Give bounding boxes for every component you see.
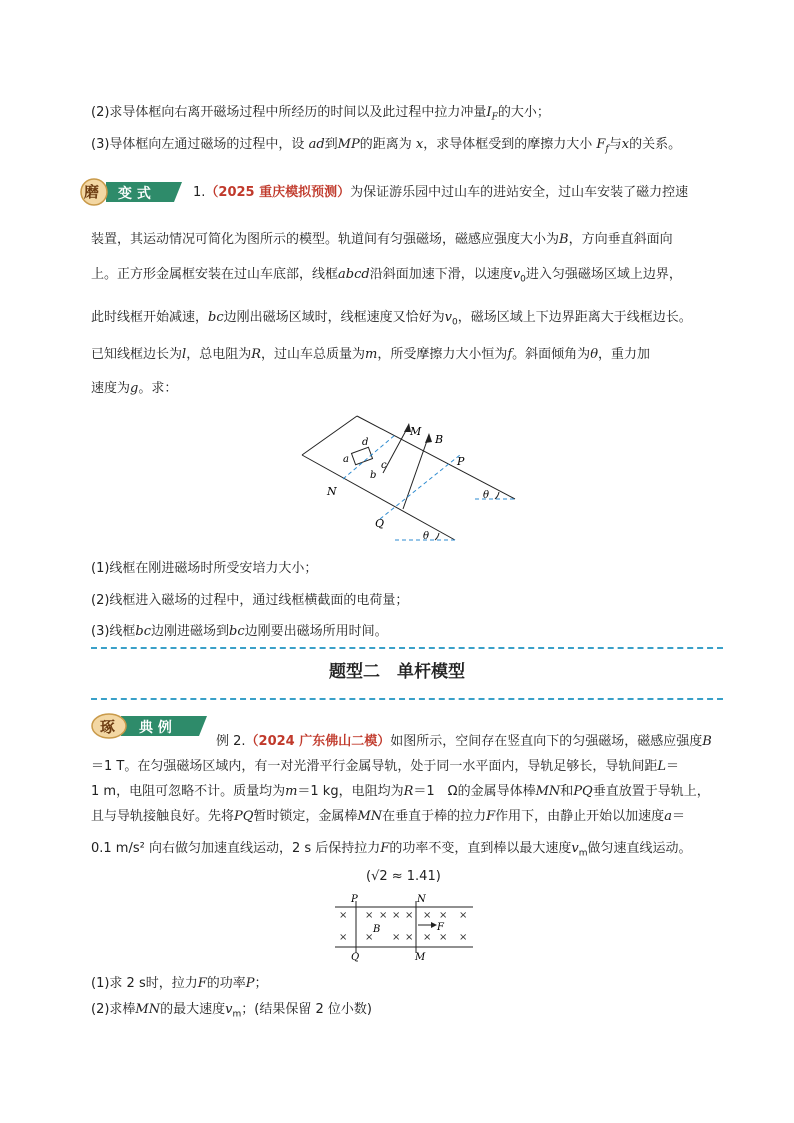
q3-fsub: f [605, 144, 609, 155]
example-badge-label: 典 例 [139, 720, 172, 736]
variant-text-6: 速度为 [91, 381, 131, 396]
variant-line-5 [91, 346, 650, 364]
frame-abcd: abcd [338, 267, 370, 282]
ex-l3e: 垂直放置于导轨上， [592, 784, 710, 799]
t5a: ，总电阻为 [186, 347, 252, 362]
field-cross: × [405, 932, 414, 943]
field-cross: × [379, 910, 388, 921]
variant-line-1 [193, 184, 688, 202]
section-title: 题型二 单杆模型 [329, 662, 465, 682]
ex-vm: v [571, 841, 579, 856]
variant-text-4-tail: ，磁场区域上下边界距离大于线框边长。 [457, 310, 692, 325]
q2-tail: 的大小； [497, 105, 550, 120]
fq2-v: v [225, 1002, 233, 1017]
edge-bc: bc [208, 310, 224, 325]
v0-symbol: v [512, 267, 521, 282]
field-cross: × [365, 910, 374, 921]
variant-badge-label: 变 式 [118, 186, 151, 202]
ex-l3d: 和 [560, 784, 574, 799]
side-l: l [182, 347, 187, 362]
variant-text-2-tail: ，方向垂直斜面向 [568, 232, 673, 247]
question-2-line [91, 104, 550, 127]
field-cross: × [392, 910, 401, 921]
fq1c: ； [254, 976, 268, 991]
rail-label-Q: Q [351, 952, 360, 963]
variant-text-5: 已知线框边长为 [91, 347, 183, 362]
ex-l4a: 且与导轨接触良好。先将 [91, 809, 235, 824]
ex-accel: a [664, 809, 672, 824]
field-cross: × [392, 932, 401, 943]
subq3-b: 边刚进磁场到 [151, 624, 230, 639]
ex-l2: ＝1 T。在匀强磁场区域内，有一对光滑平行金属导轨，处于同一水平面内，导轨足够长，导轨间距 [91, 759, 658, 774]
q3-b: 到 [324, 137, 338, 152]
impulse-symbol: I [486, 105, 492, 120]
ex-R: R [403, 784, 414, 799]
ex-PQ-2: PQ [234, 809, 254, 824]
example-line-1 [216, 733, 712, 751]
final-q2 [91, 1001, 372, 1024]
variant-text-3-mid: 沿斜面加速下滑，以速度 [369, 267, 513, 282]
ex-l5a: 0.1 m/s² 向右做匀加速直线运动，2 s 后保持拉力 [91, 841, 381, 856]
ex-l5b: 的功率不变，直到棒以最大速度 [389, 841, 572, 856]
field-cross: × [339, 932, 348, 943]
field-cross: × [423, 910, 432, 921]
q3-a: (3)导体框向左通过磁场的过程中，设 [91, 137, 305, 152]
subq3-c: 边刚要出磁场所用时间。 [244, 624, 388, 639]
label-b: b [370, 470, 377, 481]
impulse-subscript: F [491, 112, 498, 123]
fq1b: 的功率 [206, 976, 246, 991]
v0-symbol-2: v [444, 310, 452, 325]
variant-badge [78, 178, 188, 204]
label-d: d [362, 437, 369, 448]
ex-m: m [285, 784, 298, 799]
ex-L: L [657, 759, 666, 774]
q3-x2: x [621, 137, 630, 152]
variant-line-6 [91, 380, 177, 398]
q3-c: 的距离为 [359, 137, 412, 152]
fq1-F: F [197, 976, 207, 991]
rail-label-F: F [437, 922, 444, 933]
example-hint: (√2 ≈ 1.41) [366, 869, 441, 884]
subq-2: (2)线框进入磁场的过程中，通过线框横截面的电荷量； [91, 593, 409, 608]
resistance-R: R [251, 347, 261, 362]
variant-source: （2025 重庆模拟预测） [205, 185, 351, 200]
t6-tail: 。求： [138, 381, 178, 396]
ex-l3c: ＝1 Ω的金属导体棒 [413, 784, 536, 799]
friction-f: f [507, 347, 513, 362]
angle-theta: θ [590, 347, 599, 362]
variant-text-4: 此时线框开始减速， [91, 310, 209, 325]
label-theta-1: θ [483, 490, 490, 501]
ex-l5c: 做匀速直线运动。 [587, 841, 692, 856]
label-Q: Q [375, 517, 385, 530]
field-cross: × [459, 932, 468, 943]
mass-m: m [365, 347, 378, 362]
ex-num: 例 2. [216, 734, 246, 749]
variant-line-3 [91, 266, 682, 289]
ex-l1b: 如图所示，空间存在竖直向下的匀强磁场，磁感应强度 [390, 734, 703, 749]
q3-ad: ad [308, 137, 325, 152]
variant-text-3: 上。正方形金属框安装在过山车底部，线框 [91, 267, 339, 282]
fq1a: (1)求 2 s时，拉力 [91, 976, 198, 991]
q3-e: 与 [608, 137, 622, 152]
subq3-bc2: bc [229, 624, 245, 639]
ex-PQ: PQ [573, 784, 593, 799]
subq3-bc: bc [135, 624, 152, 639]
final-q1 [91, 975, 268, 993]
subq3-a: (3)线框 [91, 624, 136, 639]
example-badge [91, 712, 211, 738]
v0-sub: 0 [520, 274, 526, 285]
label-N: N [327, 485, 337, 498]
ex-source: （2024 广东佛山二模） [245, 734, 391, 749]
question-3-line [91, 136, 681, 159]
section-divider-top [91, 647, 723, 649]
ex-vm-sub: m [578, 848, 588, 859]
q3-mp: MP [337, 137, 360, 152]
ex-l3b: ＝1 kg，电阻均为 [297, 784, 404, 799]
fq2-MN: MN [135, 1002, 161, 1017]
example-line-2 [91, 758, 679, 776]
ex-l3a: 1 m，电阻可忽略不计。质量均为 [91, 784, 286, 799]
fq2-vsub: m [232, 1009, 242, 1020]
rail-label-B: B [373, 924, 381, 935]
rail-label-P: P [351, 894, 358, 905]
label-a: a [343, 454, 349, 465]
field-B: B [559, 232, 569, 247]
q2-text: (2)求导体框向右离开磁场过程中所经历的时间以及此过程中拉力冲量 [91, 105, 487, 120]
label-B: B [435, 433, 444, 446]
gravity-g: g [130, 381, 139, 396]
variant-text-4-mid: 边刚出磁场区域时，线框速度又恰好为 [223, 310, 445, 325]
label-P: P [457, 455, 465, 468]
field-cross: × [405, 910, 414, 921]
ex-MN: MN [535, 784, 561, 799]
field-cross: × [423, 932, 432, 943]
label-M: M [410, 425, 422, 438]
fq2b: 的最大速度 [160, 1002, 226, 1017]
rail-label-M: M [415, 952, 426, 963]
example-line-4 [91, 808, 685, 826]
ex-l4e: ＝ [671, 809, 685, 824]
example-line-3 [91, 783, 710, 801]
fq2c: ；(结果保留 2 位小数) [241, 1002, 372, 1017]
field-cross: × [365, 932, 374, 943]
t5e: ，重力加 [598, 347, 651, 362]
field-cross: × [339, 910, 348, 921]
q3-g: 的关系。 [629, 137, 682, 152]
ex-F: F [486, 809, 496, 824]
ex-l4c: 在垂直于棒的拉力 [382, 809, 487, 824]
variant-line-4 [91, 309, 692, 332]
variant-line-2 [91, 231, 673, 249]
ex-l4d: 作用下，由静止开始以加速度 [495, 809, 665, 824]
ex-l2-eq: ＝ [666, 759, 680, 774]
t5d: 。斜面倾角为 [512, 347, 591, 362]
q3-x: x [415, 137, 424, 152]
field-cross: × [439, 910, 448, 921]
ex-B: B [702, 734, 712, 749]
rail-label-N: N [417, 894, 426, 905]
variant-text-3-tail: 进入匀强磁场区域上边界， [525, 267, 682, 282]
v0-sub-2: 0 [452, 317, 458, 328]
fq1-P: P [245, 976, 255, 991]
t5c: ，所受摩擦力大小恒为 [377, 347, 508, 362]
subq-1: (1)线框在刚进磁场时所受安培力大小； [91, 561, 318, 576]
q3-d: ，求导体框受到的摩擦力大小 [423, 137, 593, 152]
label-theta-2: θ [423, 531, 430, 542]
variant-text-2: 装置，其运动情况可简化为图所示的模型。轨道间有匀强磁场，磁感应强度大小为 [91, 232, 560, 247]
subq-3 [91, 623, 388, 641]
ex-MN-2: MN [357, 809, 383, 824]
fq2a: (2)求棒 [91, 1002, 136, 1017]
field-cross: × [459, 910, 468, 921]
incline-figure [295, 415, 525, 550]
variant-badge-char: 磨 [84, 183, 100, 201]
t5b: ，过山车总质量为 [261, 347, 366, 362]
label-c: c [381, 460, 387, 471]
q3-f: F [596, 137, 606, 152]
example-badge-char: 琢 [100, 718, 116, 736]
field-cross: × [439, 932, 448, 943]
example-line-5 [91, 840, 691, 863]
variant-text-1: 为保证游乐园中过山车的进站安全，过山车安装了磁力控速 [350, 185, 689, 200]
variant-num: 1. [193, 185, 206, 200]
section-divider-bottom [91, 698, 723, 700]
rails-figure [335, 893, 480, 965]
ex-F-2: F [380, 841, 390, 856]
ex-l4b: 暂时锁定，金属棒 [253, 809, 358, 824]
